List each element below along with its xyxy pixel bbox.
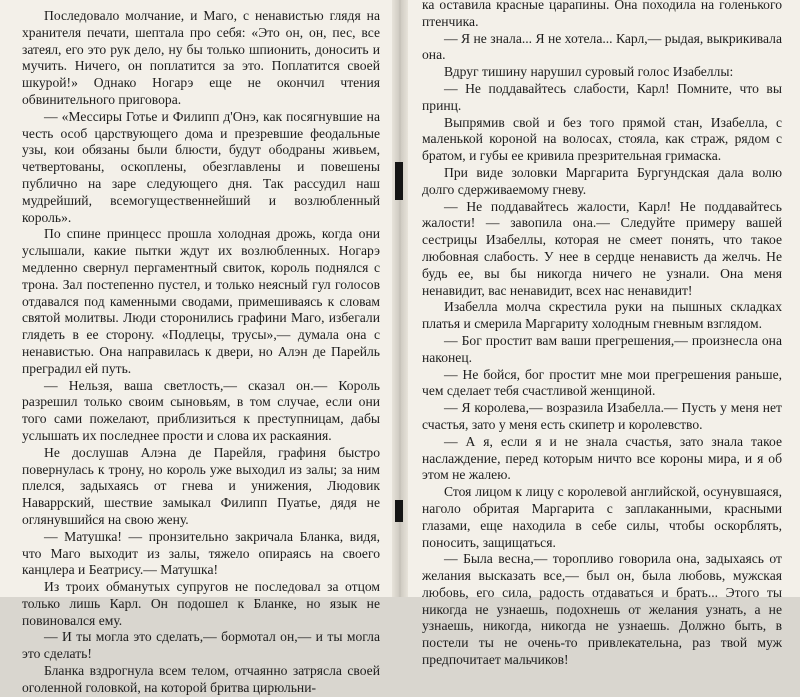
left-paragraph-2: — «Мессиры Готье и Филипп д'Онэ, как посягнувшие на честь особ царствующего дома и презревшие феодальные узы, кои обязаны были блюсти, будут ободраны живьем, четвертованы, оскоплены, обезглавлены и повешены публично на заре следующего дня. Так рассудил наш мудрейший, всемогущественнейший и возлюбленный король». xyxy=(22,108,380,225)
right-paragraph-6: — Не поддавайтесь жалости, Карл! Не поддавайтесь жалости! — завопила она.— Следуйте примеру вашей сестрицы Изабеллы, которая не смеет понять, что такое любовная слабость. У нее в сердце ненависть да желчь. Не будь ее, вы бы никогда ничего не узнали. Она меня ненавидит, вас ненавидит, всех нас ненавидит! xyxy=(422,198,782,298)
right-continuation: ка оставила красные царапины. Она походила на голенького птенчика. xyxy=(422,0,782,29)
left-paragraph-5: Не дослушав Алэна де Парейля, графиня быстро повернулась к трону, но король уже выходил из залы; за ним плелся, задыхаясь от гнева и унижения, Людовик Наваррский, шествие замыкал Филипп Пуатье, дядя не оглянувшийся на свою жену. xyxy=(22,444,380,527)
right-paragraph-4: Выпрямив свой и без того прямой стан, Изабелла, с маленькой короной на волосах, стояла, как страж, рядом с братом, и губы ее кривила презрительная гримаска. xyxy=(422,114,782,164)
left-paragraph-7: Из троих обманутых супругов не последовал за отцом только лишь Карл. Он подошел к Бланке, но язык не повиновался ему. xyxy=(22,579,380,628)
left-paragraph-9: Бланка вздрогнула всем телом, отчаянно затрясла своей оголенной головкой, на которой бритва цирюльни- xyxy=(22,663,380,695)
left-paragraph-4: — Нельзя, ваша светлость,— сказал он.— Король разрешил только своим сыновьям, в том случае, если они того сами пожелают, приблизиться к преступницам, дабы услышать их последнее прости и слова их раскаяния. xyxy=(22,377,380,443)
right-paragraph-8: — Бог простит вам ваши прегрешения,— произнесла она наконец. xyxy=(422,332,782,365)
right-paragraph-3: — Не поддавайтесь слабости, Карл! Помните, что вы принц. xyxy=(422,80,782,113)
right-paragraph-9: — Не бойся, бог простит мне мои прегрешения раньше, чем сделает тебя счастливой женщиной. xyxy=(422,366,782,399)
page-edge-tab-lower xyxy=(395,500,403,522)
left-page xyxy=(22,8,380,695)
right-paragraph-10: — Я королева,— возразила Изабелла.— Пусть у меня нет счастья, зато у меня есть скипетр и королевство. xyxy=(422,400,782,432)
left-paragraph-3: По спине принцесс прошла холодная дрожь, когда они услышали, какие пытки ждут их возлюбленных. Ногарэ медленно свернул пергаментный свиток, король поднялся с трона. Зал постепенно пустел, и только неясный гул голосов отдавался под каменными сводами, примешиваясь к словам святой молитвы. Люди сторонились графини Маго, избегали глядеть в ее сторону. «Подлецы, трусы»,— думала она с ненавистью. Она направилась к двери, но Алэн де Парейль преградил ей путь. xyxy=(22,226,380,376)
left-paragraph-8: — И ты могла это сделать,— бормотал он,— и ты могла это сделать! xyxy=(22,629,380,662)
right-paragraph-13: — Была весна,— торопливо говорила она, задыхаясь от желания высказать все,— был он, была любовь, мужская любовь, его сила, радость отдаваться и брать... Этого ты никогда не узнаешь, подохнешь от желания узнать, а не узнаешь, никогда, никогда не узнаешь. Должно быть, в постели ты не очень-то привлекательна, раз твой муж предпочитает мальчиков! xyxy=(422,551,782,668)
right-page xyxy=(422,0,782,668)
right-paragraph-7: Изабелла молча скрестила руки на пышных складках платья и смерила Маргариту холодным гневным взглядом. xyxy=(422,299,782,332)
left-paragraph-6: — Матушка! — пронзительно закричала Бланка, видя, что Маго выходит из залы, тяжело опираясь на своего канцлера и Беатрису.— Матушка! xyxy=(22,528,380,578)
page-edge-tab-upper xyxy=(395,162,403,200)
right-paragraph-11: — А я, если я и не знала счастья, зато знала такое наслаждение, перед которым ничто все короны мира, и я об этом не жалею. xyxy=(422,433,782,483)
right-paragraph-1: — Я не знала... Я не хотела... Карл,— рыдая, выкрикивала она. xyxy=(422,30,782,63)
right-paragraph-2: Вдруг тишину нарушил суровый голос Изабеллы: xyxy=(444,64,734,80)
right-paragraph-12: Стоя лицом к лицу с королевой английской, осунувшаяся, наголо обритая Маргарита с заплаканными, красными глазами, еще находила в себе силы, чтобы оскорблять, поносить, защищаться. xyxy=(422,484,782,550)
right-paragraph-5: При виде золовки Маргарита Бургундская дала волю долго сдерживаемому гневу. xyxy=(422,164,782,197)
left-paragraph-1: Последовало молчание, и Маго, с ненавистью глядя на хранителя печати, шептала про себя: «Это он, он, пес, все затеял, его это рук дело, ну бы только шпионить, доносить и мучить. Ничего, он поплатится за это. Поплатится своей шкурой!» Однако Ногарэ еще не окончил чтения обвинительного приговора. xyxy=(22,8,380,107)
